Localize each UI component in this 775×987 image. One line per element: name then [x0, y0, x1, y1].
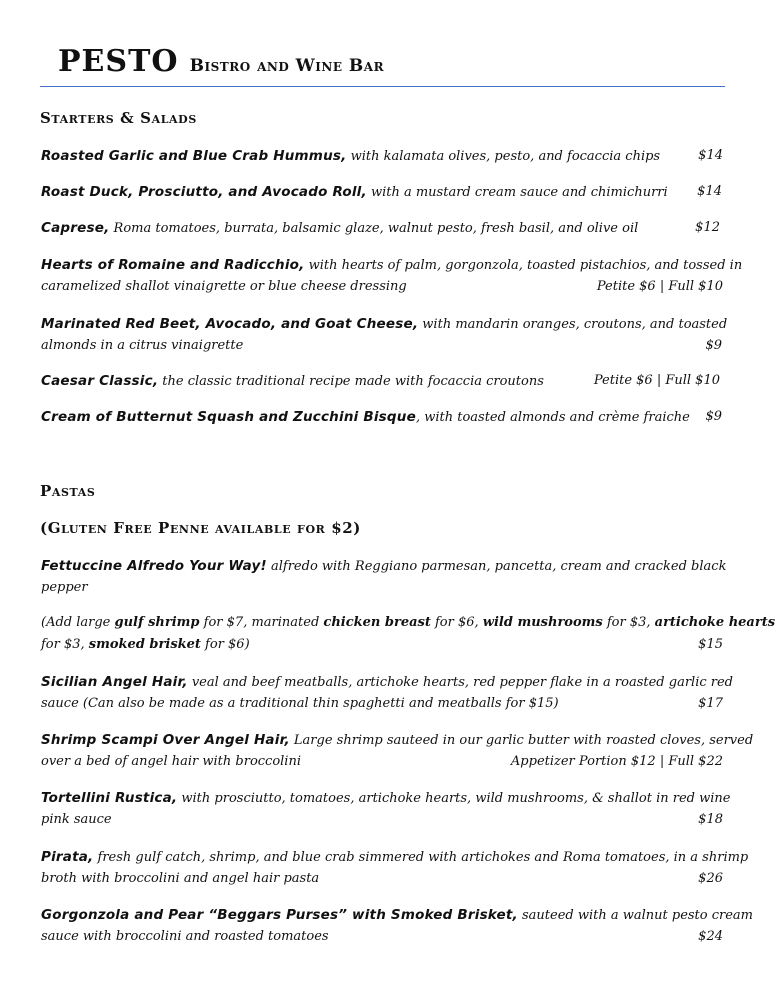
item-name: Caesar Classic,	[41, 373, 159, 389]
brand-tagline: Bistro and Wine Bar	[189, 56, 385, 76]
addon-name: artichoke hearts	[654, 615, 775, 630]
item-price: $9	[705, 338, 722, 353]
item-name: Fettuccine Alfredo Your Way!	[41, 558, 267, 574]
item-price: $12	[695, 220, 720, 235]
item-description-cont: pepper	[41, 580, 88, 595]
item-name: Gorgonzola and Pear “Beggars Purses” with Smoked Brisket,	[41, 907, 518, 923]
item-description: with a mustard cream sauce and chimichurri	[366, 185, 668, 200]
menu-item	[41, 181, 723, 203]
menu-item	[41, 787, 731, 831]
item-description: with hearts of palm, gorgonzola, toasted pistachios, and tossed in	[304, 258, 743, 273]
addon-text: for $6,	[430, 615, 483, 630]
menu-item-addons	[41, 612, 775, 656]
item-description: with kalamata olives, pesto, and focaccia chips	[346, 149, 661, 164]
addon-name: chicken breast	[323, 615, 431, 630]
item-description-cont: caramelized shallot vinaigrette or blue cheese dressing	[41, 279, 407, 294]
item-price: $24	[698, 929, 723, 944]
addon-text: for $3,	[41, 637, 89, 652]
addon-name: wild mushrooms	[482, 615, 603, 630]
addon-text: for $3,	[602, 615, 655, 630]
menu-item	[41, 370, 723, 392]
addon-text: for $7, marinated	[199, 615, 324, 630]
item-description: the classic traditional recipe made with focaccia croutons	[158, 374, 544, 389]
item-description-cont: almonds in a citrus vinaigrette	[41, 338, 244, 353]
item-name: Shrimp Scampi Over Angel Hair,	[41, 732, 290, 748]
item-price: $9	[705, 409, 722, 424]
menu-item	[41, 555, 727, 599]
item-name: Roasted Garlic and Blue Crab Hummus,	[41, 148, 347, 164]
item-name: Pirata,	[41, 849, 94, 865]
item-description-cont: sauce with broccolini and roasted tomatoes	[41, 929, 329, 944]
item-description: alfredo with Reggiano parmesan, pancetta, cream and cracked black	[266, 559, 727, 574]
item-name: Sicilian Angel Hair,	[41, 674, 188, 690]
item-description: sauteed with a walnut pesto cream	[517, 908, 754, 923]
item-description: Roma tomatoes, burrata, balsamic glaze, walnut pesto, fresh basil, and olive oil	[109, 221, 639, 236]
item-name: Cream of Butternut Squash and Zucchini Bisque	[41, 409, 416, 425]
section-title-pastas: Pastas	[40, 482, 96, 500]
menu-header	[58, 44, 384, 79]
item-name: Tortellini Rustica,	[41, 790, 178, 806]
item-price: Petite $6 | Full $10	[593, 373, 720, 388]
item-description: veal and beef meatballs, artichoke hearts, red pepper flake in a roasted garlic red	[187, 675, 733, 690]
item-price: $18	[698, 812, 723, 827]
menu-item	[41, 217, 723, 239]
item-price: Appetizer Portion $12 | Full $22	[510, 754, 723, 769]
item-description: , with toasted almonds and crème fraiche	[415, 410, 690, 425]
item-price: $14	[697, 184, 722, 199]
item-name: Hearts of Romaine and Radicchio,	[41, 257, 305, 273]
addon-text: (Add large	[41, 615, 115, 630]
addon-text: for $6)	[200, 637, 250, 652]
item-description: fresh gulf catch, shrimp, and blue crab simmered with artichokes and Roma tomatoes, in a shrimp	[93, 850, 749, 865]
menu-item	[41, 254, 743, 298]
section-title-starters: Starters & Salads	[40, 109, 197, 127]
item-price: $14	[698, 148, 723, 163]
addon-name: gulf shrimp	[114, 615, 200, 630]
menu-item	[41, 145, 723, 167]
item-name: Caprese,	[41, 220, 110, 236]
menu-item	[41, 406, 723, 428]
item-name: Roast Duck, Prosciutto, and Avocado Roll,	[41, 184, 367, 200]
brand-name: PESTO	[58, 44, 179, 79]
menu-item	[41, 313, 728, 357]
addon-name: smoked brisket	[88, 637, 201, 652]
menu-item	[41, 671, 733, 715]
header-divider	[40, 86, 725, 87]
item-price: $26	[698, 871, 723, 886]
menu-item	[41, 846, 749, 890]
menu-item	[41, 904, 754, 948]
item-price: $15	[698, 637, 723, 652]
item-description-cont: broth with broccolini and angel hair pasta	[41, 871, 320, 886]
item-description: with prosciutto, tomatoes, artichoke hearts, wild mushrooms, & shallot in red wine	[177, 791, 731, 806]
section-subtitle-gluten-free: (Gluten Free Penne available for $2)	[40, 519, 361, 537]
item-name: Marinated Red Beet, Avocado, and Goat Cheese,	[41, 316, 419, 332]
item-description-cont: sauce (Can also be made as a traditional thin spaghetti and meatballs for $15)	[41, 696, 559, 711]
item-price: Petite $6 | Full $10	[596, 279, 723, 294]
item-description-cont: pink sauce	[41, 812, 112, 827]
item-description: with mandarin oranges, croutons, and toasted	[418, 317, 728, 332]
menu-item	[41, 729, 754, 773]
item-description: Large shrimp sauteed in our garlic butter with roasted cloves, served	[289, 733, 754, 748]
item-price: $17	[698, 696, 723, 711]
item-description-cont: over a bed of angel hair with broccolini	[41, 754, 301, 769]
